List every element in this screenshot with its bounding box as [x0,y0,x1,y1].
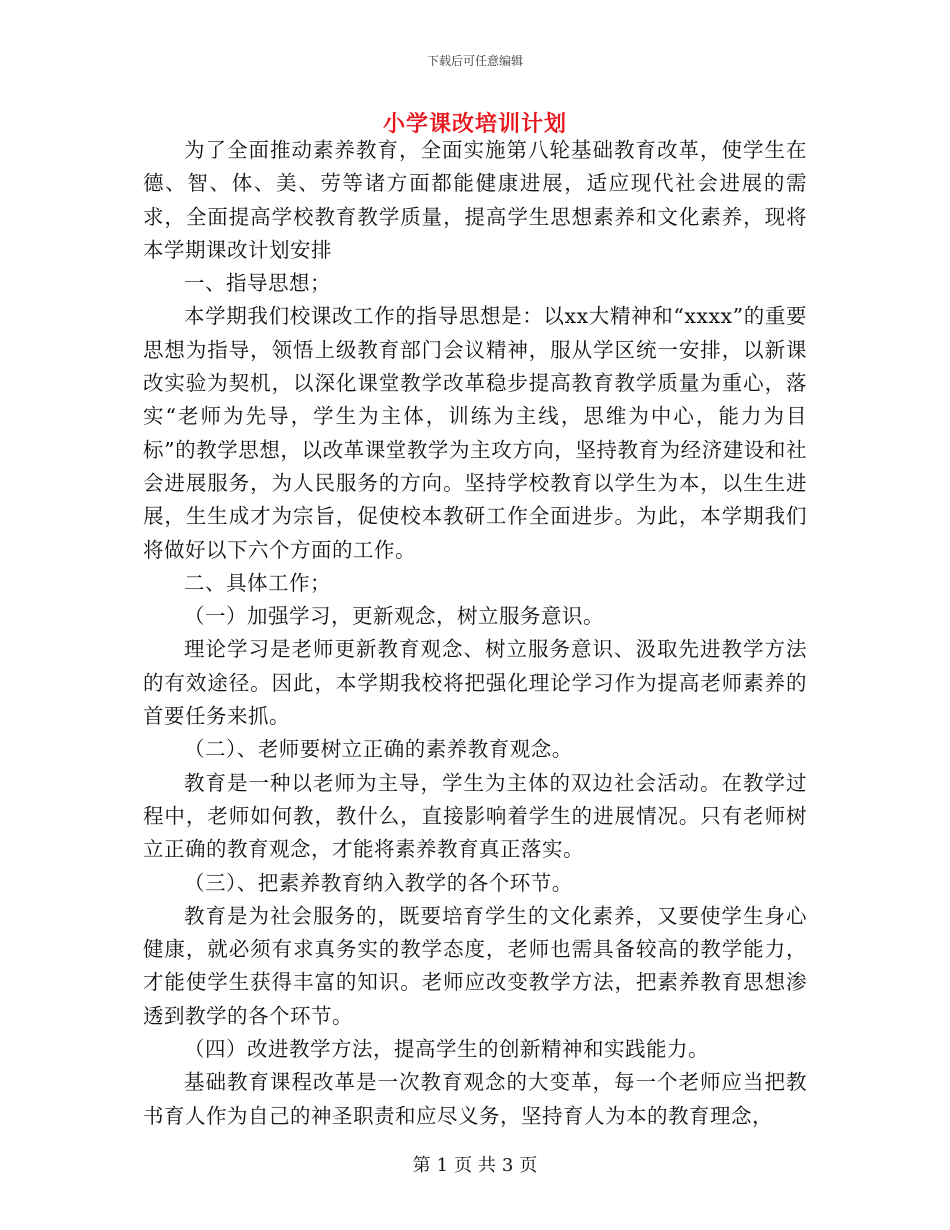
footer-prefix: 第 [412,1155,431,1176]
subheading-4: （四）改进教学方法，提高学生的创新精神和实践能力。 [184,1037,709,1062]
section-heading-specific-work: 二、具体工作； [184,570,331,595]
footer-mid: 页 共 [454,1155,496,1176]
paragraph-1: 理论学习是老师更新教育观念、树立服务意识、汲取先进教学方法的有效途径。因此，本学期我校将把强化理论学习作为提高老师素养的首要任务来抓。 [143,637,807,729]
subheading-3: （三）、把素养教育纳入教学的各个环节。 [184,870,573,895]
footer-page-current: 1 [436,1155,449,1176]
document-body [143,134,807,1133]
subheading-1: （一）加强学习，更新观念，树立服务意识。 [184,604,604,629]
paragraph-3: 教育是为社会服务的，既要培育学生的文化素养，又要使学生身心健康，就必须有求真务实的教学态度，老师也需具备较高的教学能力，才能使学生获得丰富的知识。老师应改变教学方法，把素养教育思想渗透到教学的各个环节。 [143,903,807,1028]
paragraph-intro: 为了全面推动素养教育，全面实施第八轮基础教育改革，使学生在德、智、体、美、劳等诸方面都能健康进展，适应现代社会进展的需求，全面提高学校教育教学质量，提高学生思想素养和文化素养，现将本学期课改计划安排 [143,138,807,262]
footer-suffix: 页 [519,1155,538,1176]
paragraph-4: 基础教育课程改革是一次教育观念的大变革，每一个老师应当把教书育人作为自己的神圣职责和应尽义务，坚持育人为本的教育理念， [143,1070,807,1128]
section-heading-guiding-thought: 一、指导思想； [184,271,331,296]
page-footer [0,1154,950,1178]
paragraph-2: 教育是一种以老师为主导，学生为主体的双边社会活动。在教学过程中，老师如何教，教什么，直接影响着学生的进展情况。只有老师树立正确的教育观念，才能将素养教育真正落实。 [143,770,807,862]
paragraph-guiding-thought: 本学期我们校课改工作的指导思想是：以xx大精神和“xxxx”的重要思想为指导，领悟上级教育部门会议精神，服从学区统一安排，以新课改实验为契机，以深化课堂教学改革稳步提高教育教学质量为重心，落实“老师为先导，学生为主体，训练为主线，思维为中心，能力为目标”的教学思想，以改革课堂教学为主攻方向，坚持教育为经济建设和社会进展服务，为人民服务的方向。坚持学校教育以学生为本，以生生进展，生生成才为宗旨，促使校本教研工作全面进步。为此，本学期我们将做好以下六个方面的工作。 [143,304,807,562]
footer-page-total: 3 [501,1155,514,1176]
subheading-2: （二）、老师要树立正确的素养教育观念。 [184,737,573,762]
header-note: 下载后可任意编辑 [426,54,523,68]
document-title: 小学课改培训计划 [382,111,567,137]
